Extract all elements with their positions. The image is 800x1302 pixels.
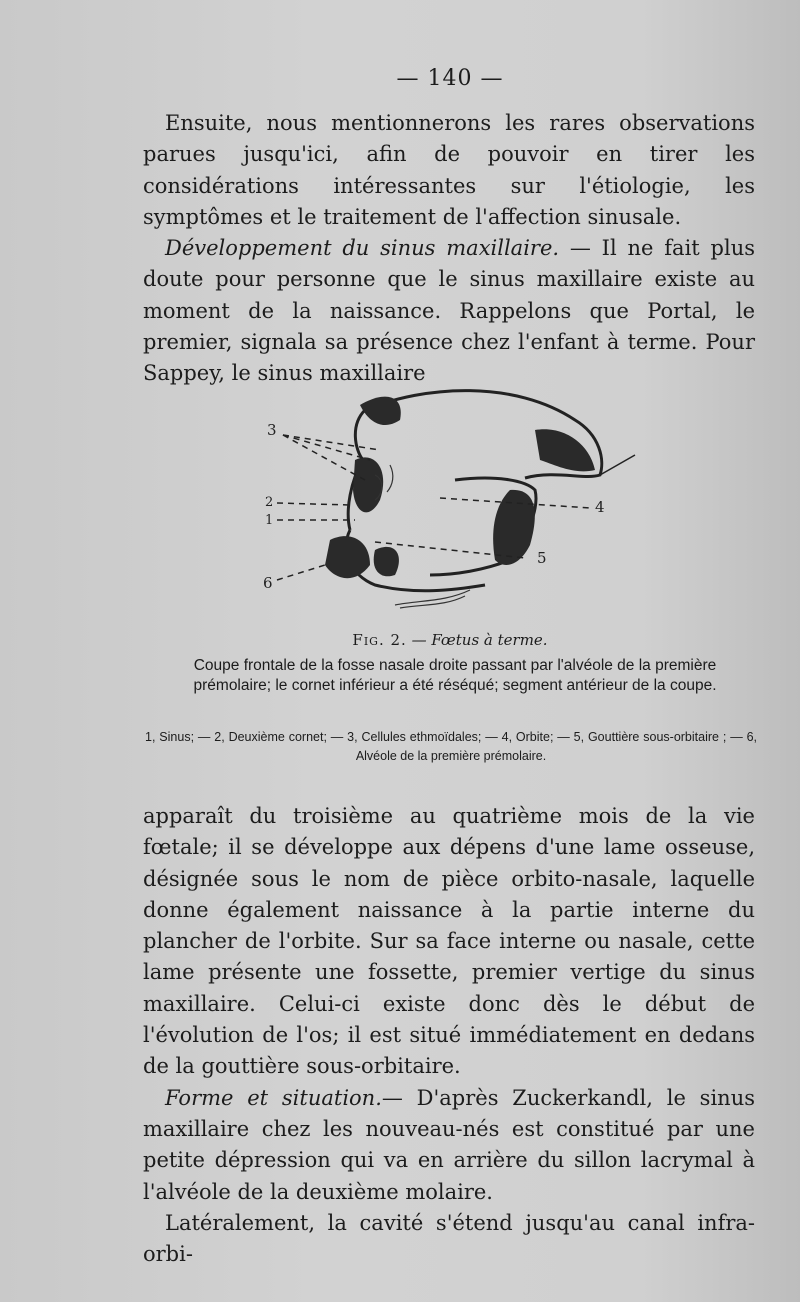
section-heading: Forme et situation. — [165, 1085, 382, 1110]
paragraph: Ensuite, nous mentionnerons les rares observations parues jusqu'ici, afin de pouvoir en tirer les considérations intéressantes sur l'étiologie, les symptômes et le traitement de l'affection sinusale. — [143, 111, 755, 229]
figure-number: Fig. 2. — [352, 631, 407, 649]
page-number: — 140 — — [396, 66, 504, 91]
figure-title-text: — Fœtus à terme. — [406, 631, 548, 649]
text-block-bottom — [143, 801, 755, 1270]
figure-description: Coupe frontale de la fosse nasale droite passant par l'alvéole de la première prémolaire; le cornet inférieur a été réséqué; segment antérieur de la coupe. — [193, 657, 717, 694]
paragraph — [143, 233, 755, 389]
figure-label: 1 — [265, 513, 274, 528]
figure-legend: 1, Sinus; — 2, Deuxième cornet; — 3, Cellules ethmoïdales; — 4, Orbite; — 5, Gouttière sous-orbitaire ; — 6, Alvéole de la première prémolaire. — [145, 730, 757, 763]
paragraph: Latéralement, la cavité s'étend jusqu'au canal infra-orbi- — [143, 1210, 755, 1267]
skull-section-drawing — [255, 380, 645, 620]
paragraph-text: — D'après Zuckerkandl, le sinus maxillaire chez les nouveau-nés est constitué par une petite dépression qui va en arrière du sillon lacrymal à l'alvéole de la deuxième molaire. — [143, 1085, 755, 1204]
figure-title — [140, 631, 760, 649]
figure-label: 5 — [537, 549, 547, 567]
paragraph — [143, 1083, 755, 1208]
figure-label: 3 — [267, 421, 277, 439]
paragraph-text: — Il ne fait plus doute pour personne que le sinus maxillaire existe au moment de la naissance. Rappelons que Portal, le premier, signala sa présence chez l'enfant à terme. Pour Sappey, le sinus maxillaire — [143, 236, 755, 386]
figure-label: 4 — [595, 498, 605, 516]
figure-label: 2 — [265, 495, 274, 510]
section-heading: Développement du sinus maxillaire. — [165, 236, 560, 261]
text-block-top — [143, 108, 755, 390]
paragraph: apparaît du troisième au quatrième mois de la vie fœtale; il se développe aux dépens d'une lame osseuse, désignée sous le nom de pièce orbito-nasale, laquelle donne également naissance à la partie interne du plancher de l'orbite. Sur sa face interne ou nasale, cette lame présente une fossette, premier vertige du sinus maxillaire. Celui-ci existe donc dès le début de l'évolution de l'os; il est situé immédiatement en dedans de la gouttière sous-orbitaire. — [143, 804, 755, 1079]
anatomical-figure — [255, 380, 645, 620]
figure-label: 6 — [263, 574, 273, 592]
